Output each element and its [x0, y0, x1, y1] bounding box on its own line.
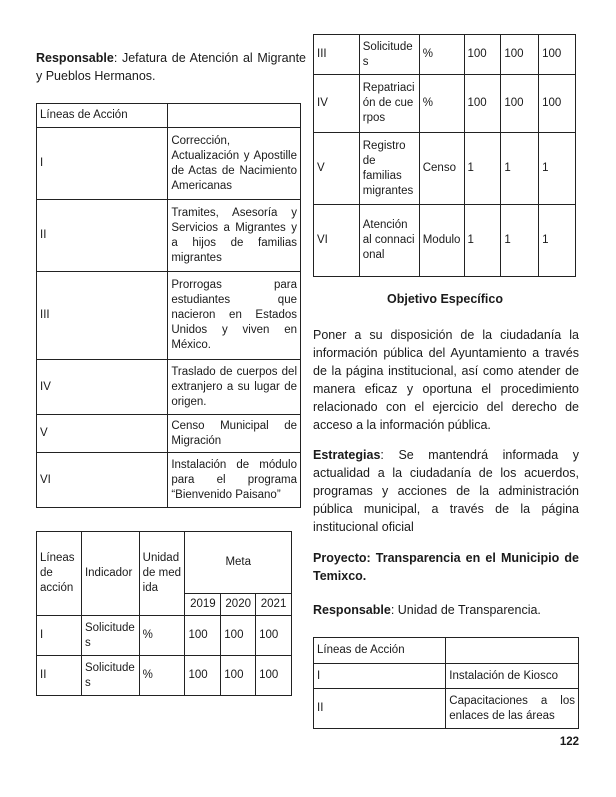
row-2020: 100 — [501, 75, 539, 133]
proyecto-title: Proyecto: Transparencia en el Municipio de Temixco. — [313, 551, 579, 583]
table-row — [314, 75, 576, 133]
row-unidad: % — [419, 35, 464, 75]
row-2019: 100 — [185, 656, 221, 696]
year-2020: 2020 — [221, 594, 256, 616]
row-2019: 100 — [185, 616, 221, 656]
row-text: Capacitaciones a los enlaces de las áreas — [446, 689, 579, 729]
row-indicador: Repatriación de cuerpos — [359, 75, 419, 133]
row-num: III — [314, 35, 360, 75]
row-2020: 100 — [221, 616, 256, 656]
row-text: Prorrogas para estudiantes que nacieron en Estados Unidos y viven en México. — [168, 272, 301, 360]
responsable-text: : Unidad de Transparencia. — [390, 603, 541, 617]
header-unidad: Unidad de medida — [139, 532, 185, 616]
page-number: 122 — [559, 736, 579, 748]
row-2021: 100 — [539, 35, 576, 75]
estrategias-paragraph — [313, 446, 579, 536]
row-num: III — [37, 272, 168, 360]
row-unidad: Modulo — [419, 205, 464, 277]
table-row — [314, 35, 576, 75]
table-row — [37, 415, 301, 453]
row-2021: 1 — [539, 133, 576, 205]
row-2020: 1 — [501, 133, 539, 205]
table-row — [37, 453, 301, 508]
table-row — [314, 133, 576, 205]
row-num: V — [37, 415, 168, 453]
row-indicador: Atención al connacional — [359, 205, 419, 277]
table-header-row — [37, 532, 292, 594]
header-lineas: Líneas de Acción — [314, 638, 446, 664]
row-num: II — [37, 656, 82, 696]
table-row — [314, 664, 579, 689]
row-indicador: Solicitudes — [81, 656, 139, 696]
row-num: VI — [37, 453, 168, 508]
row-text: Censo Municipal de Migración — [168, 415, 301, 453]
table-row — [314, 205, 576, 277]
header-indicador: Indicador — [81, 532, 139, 616]
row-2020: 100 — [501, 35, 539, 75]
row-2021: 1 — [539, 205, 576, 277]
row-unidad: % — [139, 656, 185, 696]
header-lineas: Líneas de acción — [37, 532, 82, 616]
row-2019: 1 — [464, 205, 501, 277]
row-num: I — [314, 664, 446, 689]
table-row — [37, 200, 301, 272]
row-num: VI — [314, 205, 360, 277]
row-text: Instalación de módulo para el programa “Bienvenido Paisano” — [168, 453, 301, 508]
row-2019: 100 — [464, 75, 501, 133]
transparencia-lineas-table — [313, 637, 579, 729]
table-row — [314, 689, 579, 729]
year-2021: 2021 — [256, 594, 292, 616]
row-num: IV — [37, 360, 168, 415]
estrategias-text: : Se mantendrá informada y actualidad a la ciudadanía de los acuerdos, programas y acciones de la administración pública municipal, a través de la página institucional oficial — [313, 448, 579, 534]
table-row — [37, 272, 301, 360]
row-2021: 100 — [256, 656, 292, 696]
row-unidad: Censo — [419, 133, 464, 205]
table-header-row — [314, 638, 579, 664]
indicadores-table-continued — [313, 34, 576, 277]
objetivo-text: Poner a su disposición de la ciudadanía la información pública del Ayuntamiento a través de la página institucional, así como atender de manera eficaz y oportuna el procedimiento relacionado con el ejercicio del derecho de acceso a la información pública. — [313, 328, 579, 432]
header-meta: Meta — [185, 532, 292, 594]
row-text: Traslado de cuerpos del extranjero a su lugar de origen. — [168, 360, 301, 415]
row-2020: 100 — [221, 656, 256, 696]
table-header-row — [37, 104, 301, 128]
row-num: IV — [314, 75, 360, 133]
row-2019: 1 — [464, 133, 501, 205]
row-num: V — [314, 133, 360, 205]
row-2021: 100 — [539, 75, 576, 133]
table-row — [37, 360, 301, 415]
header-lineas: Líneas de Acción — [37, 104, 168, 128]
responsable-label: Responsable — [36, 51, 114, 65]
row-text: Instalación de Kiosco — [446, 664, 579, 689]
table-row — [37, 656, 292, 696]
indicadores-table — [36, 531, 292, 696]
responsable-label: Responsable — [313, 603, 391, 617]
row-2021: 100 — [256, 616, 292, 656]
row-num: II — [314, 689, 446, 729]
row-indicador: Solicitudes — [359, 35, 419, 75]
lineas-accion-table — [36, 103, 301, 508]
right-responsable — [313, 601, 579, 619]
row-num: I — [37, 616, 82, 656]
estrategias-label: Estrategias — [313, 448, 381, 462]
row-unidad: % — [419, 75, 464, 133]
row-2020: 1 — [501, 205, 539, 277]
row-indicador: Solicitudes — [81, 616, 139, 656]
row-text: Tramites, Asesoría y Servicios a Migrantes y a hijos de familias migrantes — [168, 200, 301, 272]
row-text: Corrección, Actualización y Apostille de Actas de Nacimiento Americanas — [168, 128, 301, 200]
table-row — [37, 616, 292, 656]
header-empty — [446, 638, 579, 664]
row-unidad: % — [139, 616, 185, 656]
row-indicador: Registro de familias migrantes — [359, 133, 419, 205]
responsable-text: : Jefatura de Atención al Migrante y Pueblos Hermanos. — [36, 51, 306, 83]
row-2019: 100 — [464, 35, 501, 75]
objetivo-title: Objetivo Específico — [386, 292, 503, 306]
header-empty — [168, 104, 301, 128]
row-num: II — [37, 200, 168, 272]
year-2019: 2019 — [185, 594, 221, 616]
table-row — [37, 128, 301, 200]
row-num: I — [37, 128, 168, 200]
left-responsable — [36, 49, 306, 85]
